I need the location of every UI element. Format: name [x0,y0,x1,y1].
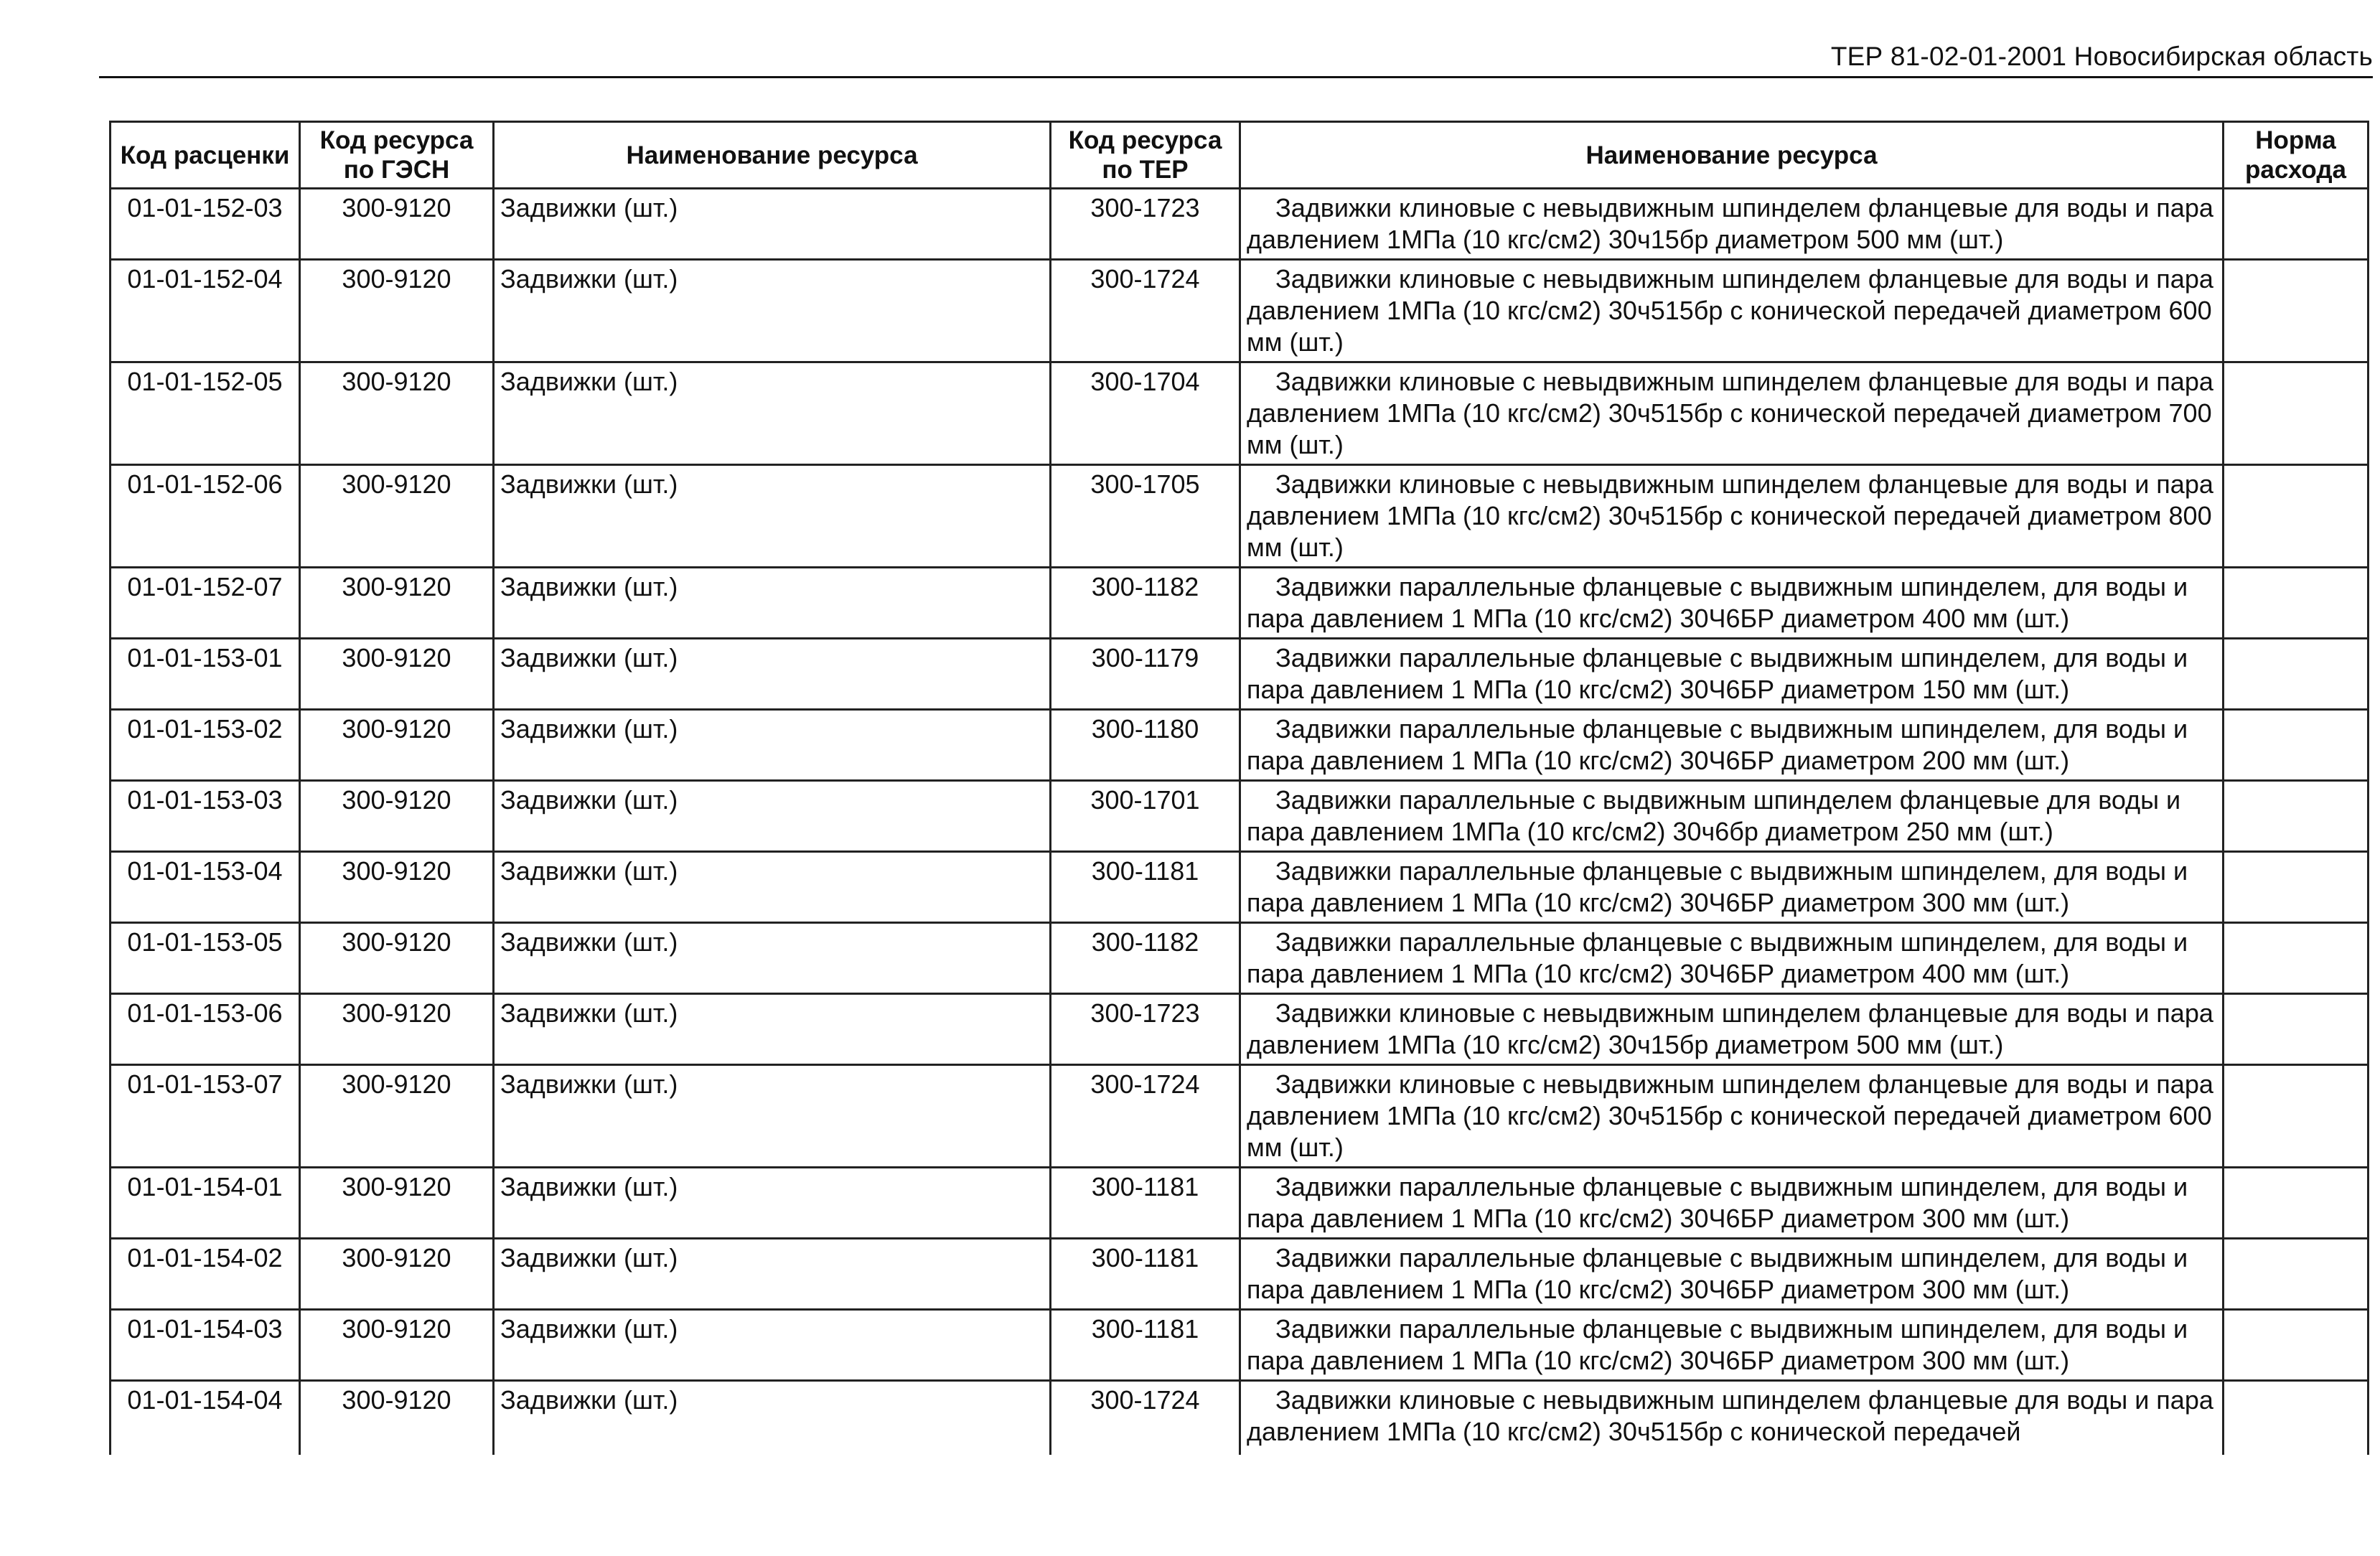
ter-name-text: Задвижки параллельные фланцевые с выдвижным шпинделем, для воды и пара давлением 1 МПа (10 кгс/см2) 30Ч6БР диаметром 300 мм (шт.) [1247,856,2188,917]
cell-ter: 300-1182 [1051,923,1240,994]
cell-code [111,1381,300,1456]
cell-code: 01-01-153-04 [111,852,300,923]
ter-name-text: Задвижки клиновые с невыдвижным шпинделем фланцевые для воды и пара давлением 1МПа (10 кгс/см2) 30ч515бр с конической передачей [1247,1385,2213,1446]
cell-ter: 300-1181 [1051,852,1240,923]
cell-ter-name [1240,1310,2224,1381]
cell-name: Задвижки (шт.) [494,852,1051,923]
cell-gesn: 300-9120 [300,994,494,1065]
cell-code-text: 01-01-154-04 [127,1385,283,1415]
ter-name-text: Задвижки параллельные фланцевые с выдвижным шпинделем, для воды и пара давлением 1 МПа (10 кгс/см2) 30Ч6БР диаметром 200 мм (шт.) [1247,714,2188,775]
cell-ter-name [1240,994,2224,1065]
table-row [111,1168,2369,1239]
cell-norm [2224,639,2369,710]
ter-name-text: Задвижки параллельные фланцевые с выдвижным шпинделем, для воды и пара давлением 1 МПа (10 кгс/см2) 30Ч6БР диаметром 300 мм (шт.) [1247,1314,2188,1375]
cell-norm [2224,1239,2369,1310]
cell-name [494,1381,1051,1456]
cell-ter: 300-1179 [1051,639,1240,710]
cell-ter: 300-1181 [1051,1239,1240,1310]
cell-norm [2224,465,2369,568]
cell-norm [2224,1381,2369,1456]
col-header-code: Код расценки [111,122,300,189]
cell-ter: 300-1704 [1051,362,1240,465]
cell-ter: 300-1723 [1051,189,1240,260]
cell-name: Задвижки (шт.) [494,639,1051,710]
cell-name: Задвижки (шт.) [494,1239,1051,1310]
cell-ter: 300-1723 [1051,994,1240,1065]
col-header-ter: Код ресурса по ТЕР [1051,122,1240,189]
cell-code: 01-01-153-06 [111,994,300,1065]
cell-ter: 300-1701 [1051,781,1240,852]
ter-name-text: Задвижки клиновые с невыдвижным шпинделем фланцевые для воды и пара давлением 1МПа (10 кгс/см2) 30ч15бр диаметром 500 мм (шт.) [1247,193,2213,254]
cell-gesn: 300-9120 [300,710,494,781]
ter-name-text: Задвижки клиновые с невыдвижным шпинделем фланцевые для воды и пара давлением 1МПа (10 кгс/см2) 30ч515бр с конической передачей диаметром 800 мм (шт.) [1247,469,2213,562]
ter-name-text: Задвижки клиновые с невыдвижным шпинделем фланцевые для воды и пара давлением 1МПа (10 кгс/см2) 30ч515бр с конической передачей диаметром 600 мм (шт.) [1247,264,2213,357]
cell-norm [2224,1065,2369,1168]
cell-code: 01-01-154-02 [111,1239,300,1310]
cell-norm [2224,852,2369,923]
cell-gesn: 300-9120 [300,465,494,568]
cell-code: 01-01-154-01 [111,1168,300,1239]
ter-name-text: Задвижки параллельные фланцевые с выдвижным шпинделем, для воды и пара давлением 1 МПа (10 кгс/см2) 30Ч6БР диаметром 400 мм (шт.) [1247,927,2188,988]
ter-name-text: Задвижки параллельные фланцевые с выдвижным шпинделем, для воды и пара давлением 1 МПа (10 кгс/см2) 30Ч6БР диаметром 300 мм (шт.) [1247,1172,2188,1233]
table-row [111,852,2369,923]
table-row [111,781,2369,852]
cell-gesn: 300-9120 [300,1239,494,1310]
cell-code: 01-01-153-02 [111,710,300,781]
cell-gesn [300,1381,494,1456]
cell-ter-name [1240,1168,2224,1239]
table-row [111,1310,2369,1381]
cell-gesn: 300-9120 [300,189,494,260]
cell-ter-name [1240,568,2224,639]
col-header-ter-name: Наименование ресурса [1240,122,2224,189]
cell-gesn: 300-9120 [300,568,494,639]
cell-norm [2224,260,2369,362]
cell-gesn: 300-9120 [300,260,494,362]
ter-name-text: Задвижки клиновые с невыдвижным шпинделем фланцевые для воды и пара давлением 1МПа (10 кгс/см2) 30ч515бр с конической передачей диаметром 600 мм (шт.) [1247,1069,2213,1162]
cell-norm [2224,1310,2369,1381]
cell-norm [2224,189,2369,260]
cell-norm [2224,710,2369,781]
cell-ter-name [1240,362,2224,465]
cell-name: Задвижки (шт.) [494,1065,1051,1168]
cell-ter: 300-1180 [1051,710,1240,781]
cell-norm [2224,362,2369,465]
cell-ter-name [1240,1239,2224,1310]
cell-name: Задвижки (шт.) [494,260,1051,362]
cell-code: 01-01-154-03 [111,1310,300,1381]
table-row [111,1065,2369,1168]
cell-ter-name [1240,189,2224,260]
cell-name: Задвижки (шт.) [494,994,1051,1065]
ter-name-text: Задвижки параллельные фланцевые с выдвижным шпинделем, для воды и пара давлением 1 МПа (10 кгс/см2) 30Ч6БР диаметром 300 мм (шт.) [1247,1243,2188,1304]
cell-ter-name [1240,260,2224,362]
col-header-norm: Норма расхода [2224,122,2369,189]
table-row [111,1239,2369,1310]
cell-name: Задвижки (шт.) [494,781,1051,852]
cell-norm [2224,781,2369,852]
cell-norm [2224,994,2369,1065]
cell-ter: 300-1724 [1051,1065,1240,1168]
col-header-name: Наименование ресурса [494,122,1051,189]
table-row [111,923,2369,994]
cell-code: 01-01-153-03 [111,781,300,852]
cell-name-text: Задвижки (шт.) [500,1385,678,1415]
resources-table [109,121,2369,1455]
cell-name: Задвижки (шт.) [494,1310,1051,1381]
col-header-gesn: Код ресурса по ГЭСН [300,122,494,189]
cell-ter: 300-1724 [1051,260,1240,362]
cell-code: 01-01-152-03 [111,189,300,260]
ter-name-text: Задвижки клиновые с невыдвижным шпинделем фланцевые для воды и пара давлением 1МПа (10 кгс/см2) 30ч15бр диаметром 500 мм (шт.) [1247,998,2213,1059]
table-row [111,189,2369,260]
page-header: ТЕР 81-02-01-2001 Новосибирская область [1830,42,2373,71]
cell-code: 01-01-152-04 [111,260,300,362]
cell-ter: 300-1181 [1051,1168,1240,1239]
table-row [111,639,2369,710]
cell-name: Задвижки (шт.) [494,362,1051,465]
ter-name-text: Задвижки параллельные фланцевые с выдвижным шпинделем, для воды и пара давлением 1 МПа (10 кгс/см2) 30Ч6БР диаметром 400 мм (шт.) [1247,572,2188,633]
cell-gesn: 300-9120 [300,781,494,852]
table-row [111,1381,2369,1456]
cell-code: 01-01-153-01 [111,639,300,710]
table-row [111,362,2369,465]
cell-name: Задвижки (шт.) [494,710,1051,781]
cell-gesn: 300-9120 [300,852,494,923]
cell-ter-name [1240,1381,2224,1456]
header-rule [99,76,2373,78]
cell-ter-name [1240,852,2224,923]
cell-gesn-text: 300-9120 [342,1385,451,1415]
cell-ter-name [1240,923,2224,994]
cell-name: Задвижки (шт.) [494,923,1051,994]
cell-gesn: 300-9120 [300,639,494,710]
table-row [111,260,2369,362]
cell-gesn: 300-9120 [300,923,494,994]
table-row [111,994,2369,1065]
cell-ter-name [1240,1065,2224,1168]
ter-name-text: Задвижки параллельные фланцевые с выдвижным шпинделем, для воды и пара давлением 1 МПа (10 кгс/см2) 30Ч6БР диаметром 150 мм (шт.) [1247,643,2188,704]
cell-code: 01-01-152-07 [111,568,300,639]
cell-ter-name [1240,710,2224,781]
cell-gesn: 300-9120 [300,1065,494,1168]
cell-gesn: 300-9120 [300,362,494,465]
cell-norm [2224,923,2369,994]
ter-name-text: Задвижки клиновые с невыдвижным шпинделем фланцевые для воды и пара давлением 1МПа (10 кгс/см2) 30ч515бр с конической передачей диаметром 700 мм (шт.) [1247,367,2213,459]
cell-gesn: 300-9120 [300,1310,494,1381]
cell-norm [2224,1168,2369,1239]
cell-ter: 300-1705 [1051,465,1240,568]
cell-ter [1051,1381,1240,1456]
cell-ter: 300-1182 [1051,568,1240,639]
cell-name: Задвижки (шт.) [494,568,1051,639]
cell-name: Задвижки (шт.) [494,1168,1051,1239]
table-row [111,568,2369,639]
cell-name: Задвижки (шт.) [494,189,1051,260]
table-row [111,465,2369,568]
cell-code: 01-01-152-05 [111,362,300,465]
ter-name-text: Задвижки параллельные с выдвижным шпинделем фланцевые для воды и пара давлением 1МПа (10 кгс/см2) 30ч6бр диаметром 250 мм (шт.) [1247,785,2181,846]
cell-norm [2224,568,2369,639]
cell-code: 01-01-153-05 [111,923,300,994]
cell-code: 01-01-152-06 [111,465,300,568]
cell-ter-text: 300-1724 [1090,1385,1200,1415]
cell-ter: 300-1181 [1051,1310,1240,1381]
cell-code: 01-01-153-07 [111,1065,300,1168]
cell-ter-name [1240,781,2224,852]
cell-ter-name [1240,639,2224,710]
cell-name: Задвижки (шт.) [494,465,1051,568]
cell-ter-name [1240,465,2224,568]
cell-gesn: 300-9120 [300,1168,494,1239]
table-header-row [111,122,2369,189]
table-row [111,710,2369,781]
